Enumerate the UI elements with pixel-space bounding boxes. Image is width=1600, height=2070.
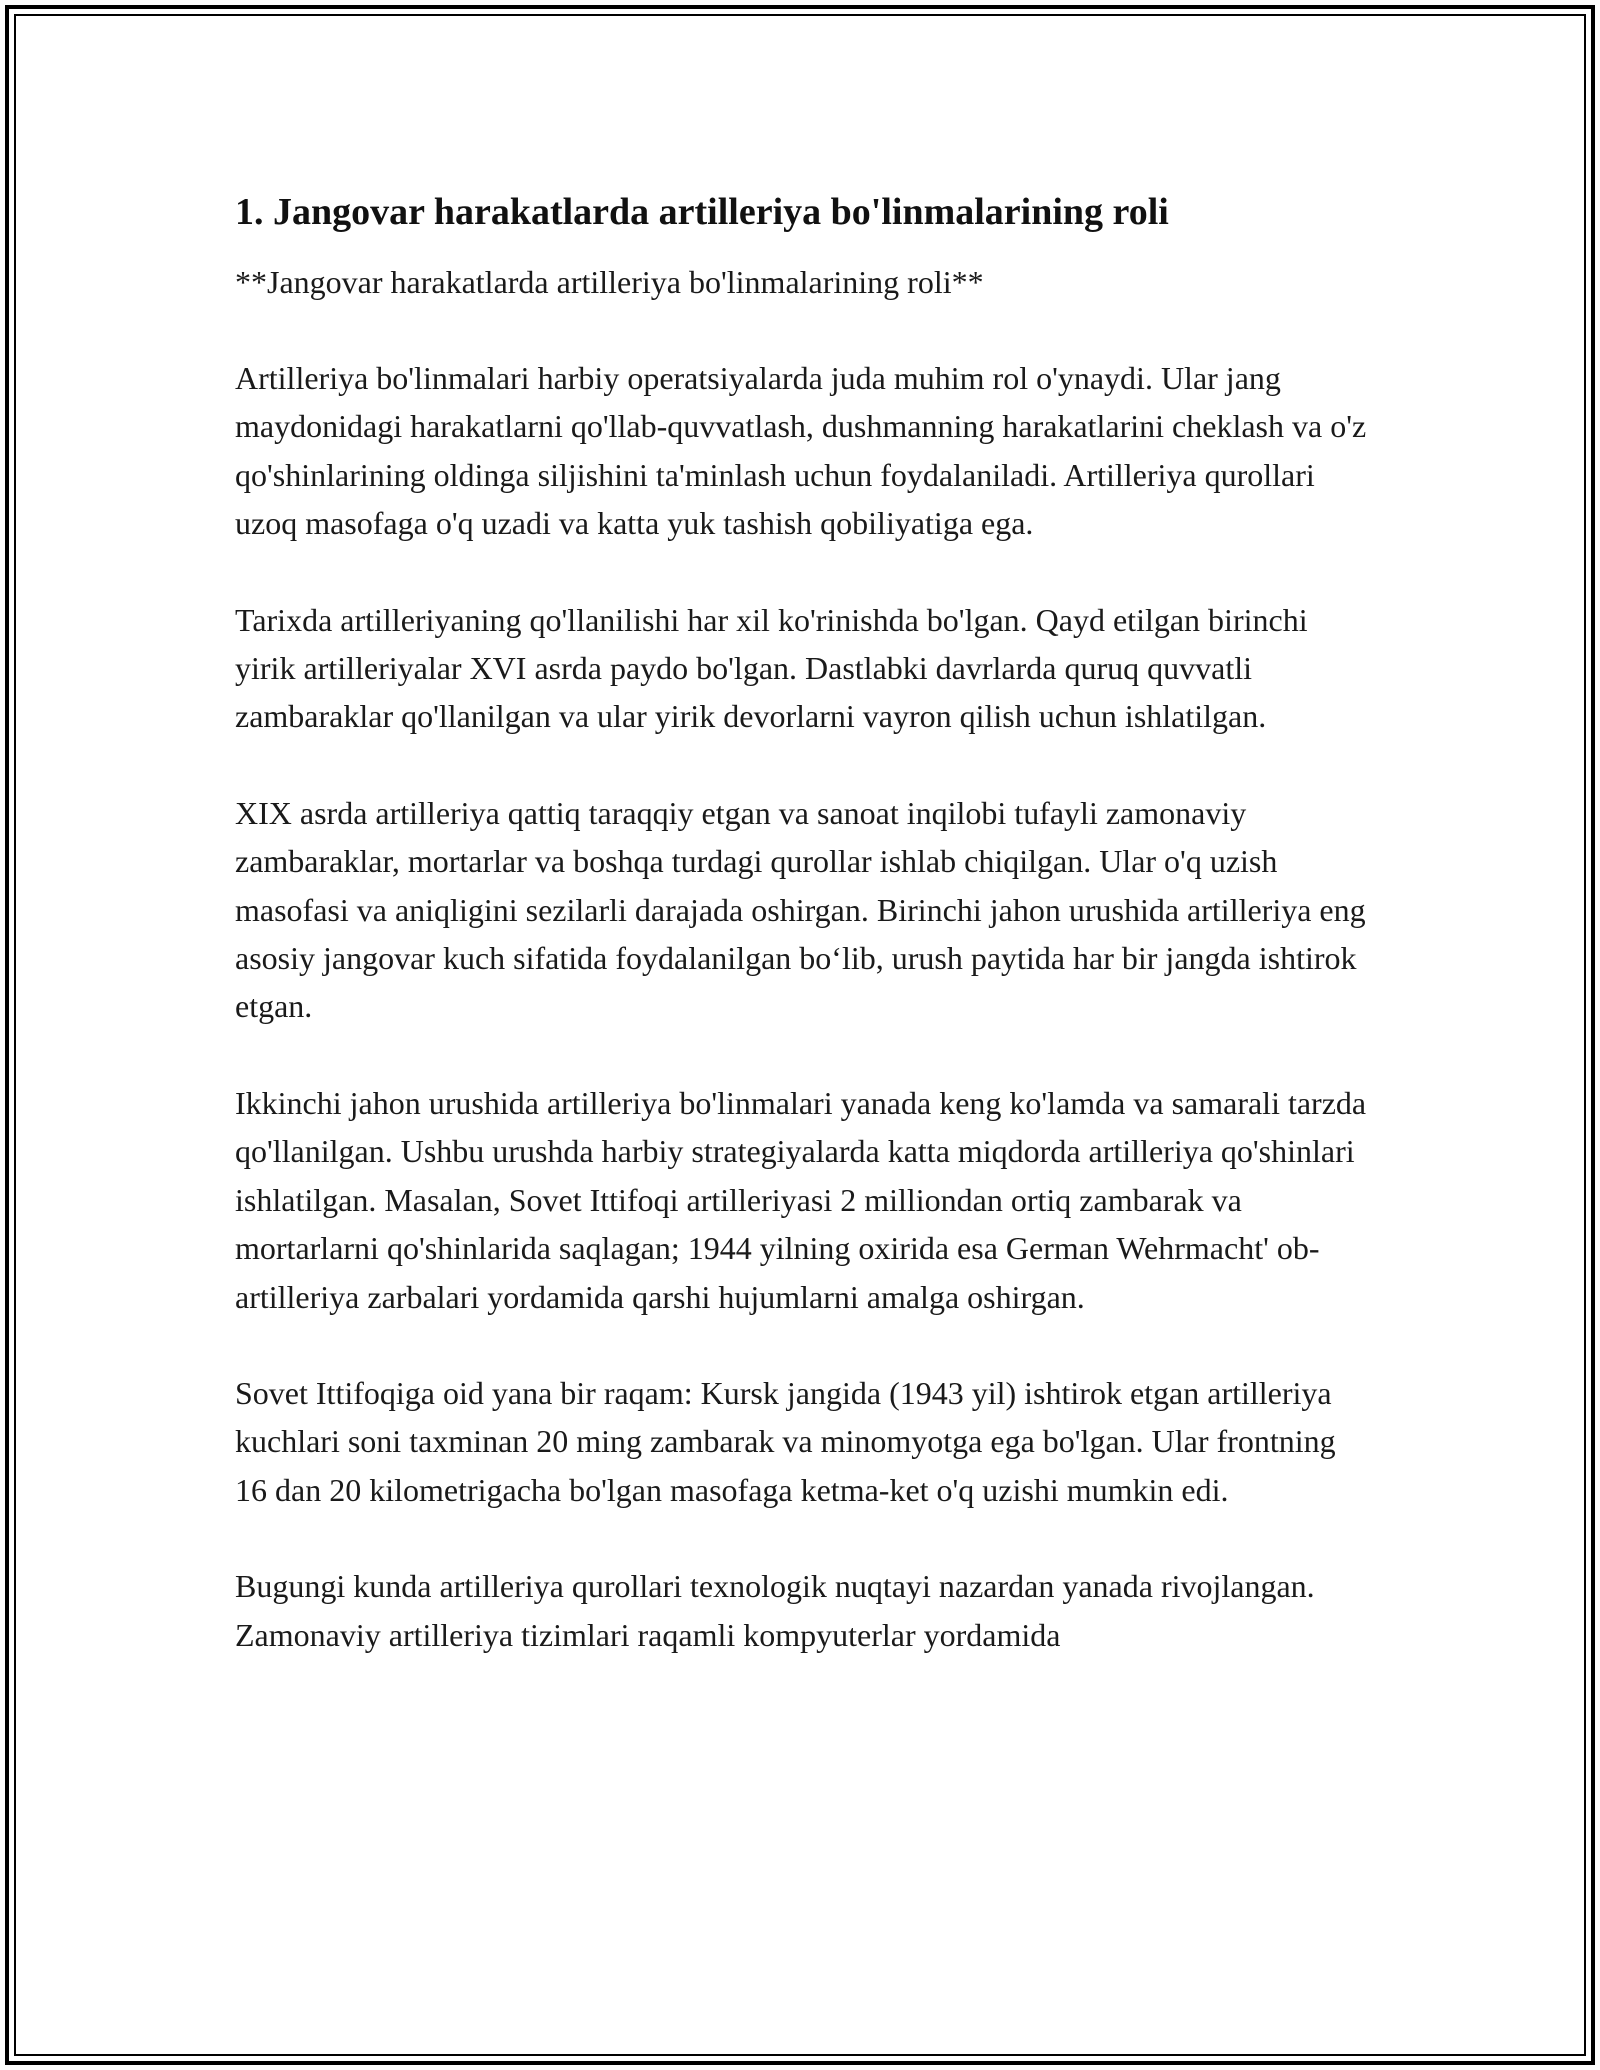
paragraph-1: Artilleriya bo'linmalari harbiy operatsiyalarda juda muhim rol o'ynaydi. Ular jang maydonidagi harakatlarni qo'llab-quvvatlash, dushmanning harakatlarini cheklash va o'z qo'shinlarining oldinga siljishini ta'minlash uchun foydalaniladi. Artilleriya qurollari uzoq masofaga o'q uzadi va katta yuk tashish qobiliyatiga ega. — [235, 360, 1367, 542]
document-body — [235, 188, 1370, 1707]
paragraph-6: Bugungi kunda artilleriya qurollari texnologik nuqtayi nazardan yanada rivojlangan. Zamonaviy artilleriya tizimlari raqamli kompyuterlar yordamida — [235, 1568, 1315, 1653]
paragraph-4: Ikkinchi jahon urushida artilleriya bo'linmalari yanada keng ko'lamda va samarali tarzda qo'llanilgan. Ushbu urushda harbiy strategiyalarda katta miqdorda artilleriya qo'shinlari ishlatilgan. Masalan, Sovet Ittifoqi artilleriyasi 2 milliondan ortiq zambarak va mortarlarni qo'shinlarida saqlagan; 1944 yilning oxirida esa German Wehrmacht' ob-artilleriya zarbalari yordamida qarshi hujumlarni amalga oshirgan. — [235, 1084, 1367, 1315]
section-subtitle: **Jangovar harakatlarda artilleriya bo'linmalarining roli** — [235, 264, 984, 300]
paragraph-5: Sovet Ittifoqiga oid yana bir raqam: Kursk jangida (1943 yil) ishtirok etgan artilleriya kuchlari soni taxminan 20 ming zambarak va minomyotga ega bo'lgan. Ular frontning 16 dan 20 kilometrigacha bo'lgan masofaga ketma-ket o'q uzishi mumkin edi. — [235, 1374, 1336, 1508]
paragraph-2: Tarixda artilleriyaning qo'llanilishi har xil ko'rinishda bo'lgan. Qayd etilgan birinchi yirik artilleriyalar XVI asrda paydo bo'lgan. Dastlabki davrlarda quruq quvvatli zambaraklar qo'llanilgan va ular yirik devorlarni vayron qilish uchun ishlatilgan. — [235, 601, 1308, 735]
section-title: 1. Jangovar harakatlarda artilleriya bo'linmalarining roli — [235, 191, 1169, 233]
paragraph-3: XIX asrda artilleriya qattiq taraqqiy etgan va sanoat inqilobi tufayli zamonaviy zambaraklar, mortarlar va boshqa turdagi qurollar ishlab chiqilgan. Ular o'q uzish masofasi va aniqligini sezilarli darajada oshirgan. Birinchi jahon urushida artilleriya eng asosiy jangovar kuch sifatida foydalanilgan bo‘lib, urush paytida har bir jangda ishtirok etgan. — [235, 794, 1366, 1025]
